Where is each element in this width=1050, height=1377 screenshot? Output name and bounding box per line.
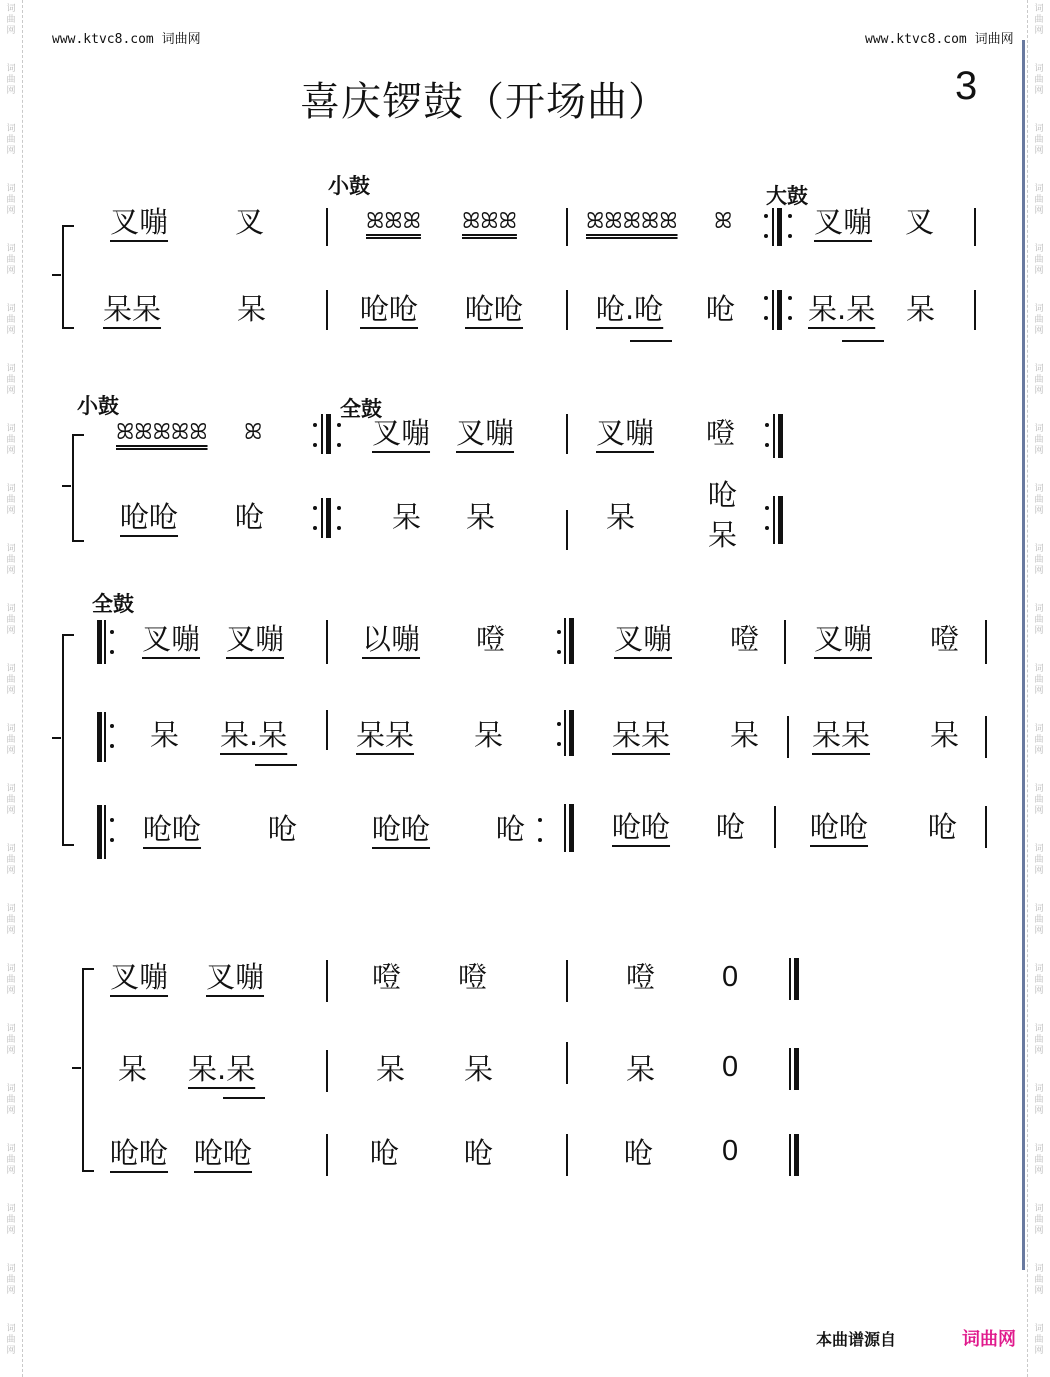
second-underline: [223, 1097, 265, 1099]
note: 呆: [466, 500, 496, 534]
watermark-text: 词 曲 网: [6, 664, 16, 696]
watermark-text: 词 曲 网: [1034, 964, 1044, 996]
note: 呆.呆: [808, 292, 876, 326]
note: 呆: [150, 718, 180, 752]
barline: [566, 208, 568, 246]
repeat-thick-bar: [777, 208, 782, 246]
note: 叉嘣: [814, 205, 873, 239]
repeat-thick-bar: [569, 618, 574, 664]
note: 呛: [624, 1136, 654, 1170]
watermark-text: 词 曲 网: [6, 64, 16, 96]
brace-tip: [62, 485, 71, 487]
site-url-right: www.ktvc8.com 词曲网: [865, 32, 1014, 47]
watermark-text: 词 曲 网: [1034, 184, 1044, 216]
repeat-thick-bar: [97, 620, 102, 664]
repeat-dots: [110, 818, 114, 842]
watermark-text: 词 曲 网: [6, 904, 16, 936]
note: 叉: [235, 205, 265, 239]
note: 叉嘣: [614, 622, 673, 656]
second-underline: [630, 340, 672, 342]
watermark-text: 词 曲 网: [1034, 604, 1044, 636]
watermark-text: 词 曲 网: [6, 124, 16, 156]
repeat-dots: [538, 818, 542, 842]
barline: [974, 208, 976, 246]
site-url-left: www.ktvc8.com 词曲网: [52, 32, 201, 47]
label-small-drum: 小鼓: [328, 175, 370, 198]
note: 叉嘣: [226, 622, 285, 656]
barline: [564, 804, 566, 852]
barline: [326, 208, 328, 246]
watermark-text: 词 曲 网: [1034, 484, 1044, 516]
page-number: 3: [955, 64, 978, 108]
repeat-thick-bar: [326, 414, 331, 454]
watermark-text: 词 曲 网: [6, 964, 16, 996]
note: 呆: [376, 1052, 406, 1086]
note: 以嘣: [362, 622, 421, 656]
barline: [326, 290, 328, 330]
barline: [985, 620, 987, 664]
barline: [774, 806, 776, 848]
repeat-dots: [313, 423, 317, 447]
repeat-dots: [110, 724, 114, 748]
final-thick-bar: [794, 1048, 799, 1090]
barline: [789, 1048, 791, 1090]
watermark-text: 词 曲 网: [1034, 1204, 1044, 1236]
final-thick-bar: [778, 414, 783, 458]
second-underline: [255, 764, 297, 766]
barline: [326, 710, 328, 750]
system-brace: [62, 634, 74, 846]
final-thick-bar: [794, 958, 799, 1000]
watermark-text: 词 曲 网: [1034, 1144, 1044, 1176]
note: 呛呛: [612, 810, 671, 844]
watermark-text: 词 曲 网: [1034, 244, 1044, 276]
note: 呛呛: [360, 292, 419, 326]
watermark-text: 词 曲 网: [1034, 4, 1044, 36]
watermark-text: 词 曲 网: [6, 1264, 16, 1296]
watermark-text: 词 曲 网: [1034, 904, 1044, 936]
final-thick-bar: [778, 496, 783, 544]
repeat-dots: [557, 630, 561, 654]
note: 叉嘣: [456, 416, 515, 450]
repeat-dots: [788, 296, 792, 320]
right-watermark-strip: [1027, 0, 1050, 1377]
repeat-thick-bar: [569, 710, 574, 756]
source-site-logo: 词曲网: [962, 1329, 1016, 1350]
barline: [326, 620, 328, 664]
note: 叉嘣: [206, 960, 265, 994]
note: 呆: [930, 718, 960, 752]
left-watermark-strip: [0, 0, 23, 1377]
note: 叉: [905, 205, 935, 239]
watermark-text: 词 曲 网: [6, 724, 16, 756]
repeat-dots: [110, 630, 114, 654]
barline: [104, 712, 106, 762]
barline: [104, 805, 106, 859]
watermark-text: 词 曲 网: [6, 604, 16, 636]
note: 噔: [706, 416, 736, 450]
note: 呆呆: [612, 718, 671, 752]
note: 呆: [906, 292, 936, 326]
brace-tip: [72, 1067, 81, 1069]
rest: 0: [722, 1051, 739, 1083]
barline: [773, 414, 775, 458]
note: ꕤꕤꕤ: [366, 209, 421, 234]
note: 噔: [626, 960, 656, 994]
watermark-text: 词 曲 网: [1034, 544, 1044, 576]
repeat-dots: [764, 296, 768, 320]
note: 呆.呆: [220, 718, 288, 752]
note: 呆: [474, 718, 504, 752]
watermark-text: 词 曲 网: [6, 1204, 16, 1236]
watermark-text: 词 曲 网: [1034, 724, 1044, 756]
barline: [566, 1134, 568, 1176]
watermark-text: 词 曲 网: [1034, 364, 1044, 396]
watermark-text: 词 曲 网: [6, 4, 16, 36]
watermark-text: 词 曲 网: [1034, 64, 1044, 96]
note: 叉嘣: [596, 416, 655, 450]
note: ꕤ: [244, 420, 263, 445]
watermark-text: 词 曲 网: [1034, 664, 1044, 696]
repeat-thick-bar: [326, 498, 331, 538]
note: 呛: [716, 810, 746, 844]
barline: [321, 498, 323, 538]
repeat-dots: [557, 722, 561, 746]
note: 呛呛: [372, 812, 431, 846]
note: ꕤꕤꕤꕤꕤ: [116, 420, 208, 445]
watermark-text: 词 曲 网: [1034, 1084, 1044, 1116]
label-full-drum: 全鼓: [92, 593, 134, 616]
barline: [772, 208, 774, 246]
label-big-drum: 大鼓: [766, 185, 808, 208]
repeat-dots: [764, 214, 768, 238]
note: 叉嘣: [110, 205, 169, 239]
barline: [789, 1134, 791, 1176]
watermark-text: 词 曲 网: [1034, 844, 1044, 876]
note: 呛: [706, 292, 736, 326]
repeat-dots: [313, 506, 317, 530]
note: 噔: [476, 622, 506, 656]
note: ꕤ: [714, 209, 733, 234]
rest: 0: [722, 961, 739, 993]
note: 呆: [392, 500, 422, 534]
note: ꕤꕤꕤꕤꕤ: [586, 209, 678, 234]
note: 呛.呛: [596, 292, 664, 326]
watermark-text: 词 曲 网: [1034, 784, 1044, 816]
note: 呛: [268, 812, 298, 846]
barline: [772, 290, 774, 330]
repeat-dots: [337, 506, 341, 530]
watermark-text: 词 曲 网: [1034, 1324, 1044, 1356]
barline: [564, 710, 566, 756]
barline: [985, 806, 987, 848]
repeat-thick-bar: [569, 804, 574, 852]
brace-tip: [52, 737, 61, 739]
barline: [974, 290, 976, 330]
note: 噔: [458, 960, 488, 994]
barline: [566, 290, 568, 330]
note: 呆: [708, 518, 738, 552]
second-underline: [842, 340, 884, 342]
system-brace: [62, 225, 74, 329]
watermark-text: 词 曲 网: [1034, 424, 1044, 456]
watermark-text: 词 曲 网: [6, 1144, 16, 1176]
note: 叉嘣: [372, 416, 431, 450]
note: 呆: [118, 1052, 148, 1086]
barline: [566, 414, 568, 454]
barline: [326, 960, 328, 1002]
watermark-text: 词 曲 网: [6, 364, 16, 396]
watermark-text: 词 曲 网: [6, 1024, 16, 1056]
note: 呆: [730, 718, 760, 752]
label-small-drum: 小鼓: [77, 395, 119, 418]
barline: [326, 1050, 328, 1092]
barline: [789, 958, 791, 1000]
label-full-drum: 全鼓: [340, 398, 382, 421]
note: 呛呛: [110, 1136, 169, 1170]
note: 呛: [496, 812, 526, 846]
barline: [985, 716, 987, 758]
brace-tip: [52, 274, 61, 276]
note: 呛呛: [194, 1136, 253, 1170]
note: 噔: [730, 622, 760, 656]
watermark-text: 词 曲 网: [6, 304, 16, 336]
barline: [784, 620, 786, 664]
note: 叉嘣: [814, 622, 873, 656]
repeat-thick-bar: [777, 290, 782, 330]
watermark-text: 词 曲 网: [6, 484, 16, 516]
watermark-text: 词 曲 网: [6, 784, 16, 816]
final-thick-bar: [794, 1134, 799, 1176]
barline: [104, 620, 106, 664]
barline: [564, 618, 566, 664]
watermark-text: 词 曲 网: [6, 184, 16, 216]
right-margin-rule: [1022, 40, 1025, 1270]
note: 叉嘣: [110, 960, 169, 994]
note: 呆.呆: [188, 1052, 256, 1086]
note: 呛呛: [143, 812, 202, 846]
repeat-dots: [788, 214, 792, 238]
watermark-text: 词 曲 网: [1034, 124, 1044, 156]
system-brace: [82, 968, 94, 1172]
note: 呆: [237, 292, 267, 326]
rest: 0: [722, 1135, 739, 1167]
barline: [321, 414, 323, 454]
barline: [787, 716, 789, 758]
note: 呛: [464, 1136, 494, 1170]
barline: [566, 960, 568, 1002]
barline: [773, 496, 775, 544]
watermark-text: 词 曲 网: [6, 1324, 16, 1356]
watermark-text: 词 曲 网: [6, 844, 16, 876]
note: 呆呆: [812, 718, 871, 752]
barline: [566, 510, 568, 550]
watermark-text: 词 曲 网: [6, 244, 16, 276]
watermark-text: 词 曲 网: [1034, 1024, 1044, 1056]
watermark-text: 词 曲 网: [1034, 1264, 1044, 1296]
note: 呛: [370, 1136, 400, 1170]
note: 噔: [372, 960, 402, 994]
watermark-text: 词 曲 网: [6, 1084, 16, 1116]
note: 呆: [626, 1052, 656, 1086]
note: 呛呛: [120, 500, 179, 534]
barline: [566, 1042, 568, 1084]
barline: [326, 1134, 328, 1176]
note: 噔: [930, 622, 960, 656]
note: 呆: [464, 1052, 494, 1086]
note: 呆呆: [103, 292, 162, 326]
note: 呆呆: [356, 718, 415, 752]
note: 呛呛: [465, 292, 524, 326]
watermark-text: 词 曲 网: [6, 544, 16, 576]
note: 呛: [235, 500, 265, 534]
source-label: 本曲谱源自: [816, 1330, 897, 1349]
repeat-thick-bar: [97, 805, 102, 859]
watermark-text: 词 曲 网: [1034, 304, 1044, 336]
system-brace: [72, 434, 84, 542]
note: 呆: [606, 500, 636, 534]
repeat-dots: [337, 423, 341, 447]
note: 呛: [708, 478, 738, 512]
note: ꕤꕤꕤ: [462, 209, 517, 234]
note: 叉嘣: [142, 622, 201, 656]
watermark-text: 词 曲 网: [6, 424, 16, 456]
page-title: 喜庆锣鼓（开场曲）: [300, 79, 669, 125]
note: 呛: [928, 810, 958, 844]
repeat-dots: [765, 423, 769, 447]
repeat-thick-bar: [97, 712, 102, 762]
repeat-dots: [765, 506, 769, 530]
note: 呛呛: [810, 810, 869, 844]
